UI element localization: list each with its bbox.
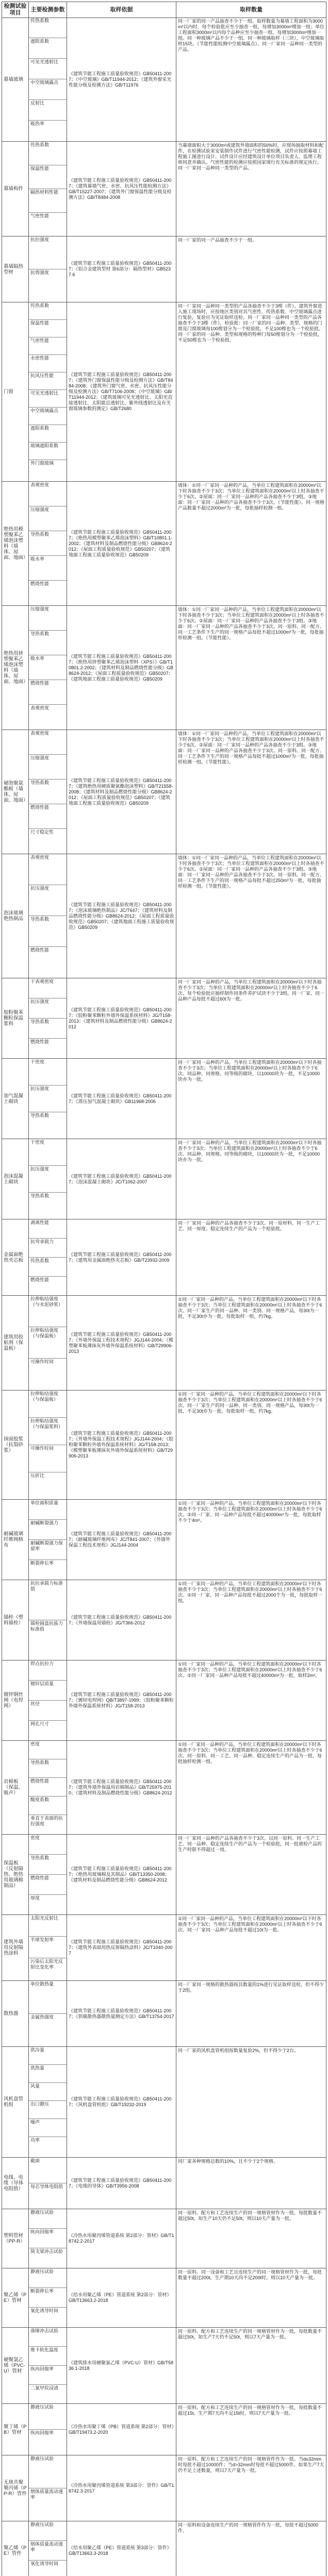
test-parameter: 导热系数 [29,1855,67,1875]
test-parameter: 表观密度 [29,730,67,755]
test-item-name: 硬聚氯乙烯（PVC-U）管材 [2,2328,29,2403]
sampling-quantity: ①同一厂家同一品种的产品，当单位工程建筑面积在20000m²以下时各抽查不少于3次；当单位工程建筑面积在20000m²以上时各抽查不少于6次。同一厂家同一品种产品每批不超过10t为一批。 [178,1916,322,1933]
sampling-quantity: 同一原料、配方和工艺连续生产的同一规格管材作为一批，每批数量不超过50t，如生产10天仍不足50t，则以10天产量为一批。 [178,2210,322,2221]
test-item-name: 泡沫混凝土砌块 [2,1139,29,1219]
table-header [2,2,326,18]
test-parameter: 静液压试验 [29,2521,67,2541]
sampling-standard: 《建筑节能工程施工质量验收规范》GB50411-2007；《建筑幕墙气密、水密、抗风压性能检测方法》GB/T15227-2007；《建筑外门窗保温性能分级及检测方法》GB/T8484-2008 [67,142,176,236]
test-item-name: 电线、电缆（导体电阻值） [2,2158,29,2209]
sampling-quantity: 同一厂家同一品种的产品，当单位工程建筑面积在20000m²以下时各抽查不少于3次；当单位工程建筑面积在20000m²以上时各抽查不少于6次。每个检验批应抽样制作同条件养护试块不少于3组。同一厂家、同一品种产品每批不超过60t为一批。 [178,979,325,1002]
test-parameters [29,1139,67,1219]
test-parameter: 密度 [29,1835,67,1855]
test-parameter: 传热系数 [29,18,67,38]
table-row [2,1580,326,1660]
sampling-quantity: ①同一厂家同一品种的产品，当单位工程建筑面积在20000m²以下时各抽查不少于3次；当单位工程建筑面积在20000m²以上时各抽查不少于6次。同一厂家生产的同一品种、同一类别、同一规格产品，每30t为一批，不足30t亦为一批。每批取样一组，约7kg。 [178,1392,322,1414]
sampling-standard: 《建筑节能工程施工质量验收规范》GB50411-2007；《供暖散热器散热量测定方法》GB/T13754-2017 [67,1981,176,2046]
table-row [2,1139,326,1219]
test-parameter: 表观密度 [29,854,67,885]
test-parameter: 玻璃遮阳系数 [29,443,67,460]
test-parameter: 抗压强度 [29,1086,67,1112]
sampling-quantity: 同一原料、同一设备和工艺且连续生产的同一规格管材作为一批，每批数量不超过200t。生产期10天尚不足200t时，则以10天产量为一批。 [178,2269,322,2280]
test-parameter: 可见光透射比 [29,59,67,79]
test-item-name: 聚乙烯（PE）管件 [2,2521,29,2576]
table-row [2,18,326,142]
test-parameter: 传热系数 [29,142,67,165]
test-parameter: 纵向回缩率 [29,2229,67,2248]
test-parameter: 水密性能 [29,355,67,372]
test-parameter: 吸热率 [30,121,45,126]
test-parameter: 厚度 [30,1895,40,1901]
test-parameters [29,854,67,978]
test-parameter: 金属热强度 [30,2014,54,2020]
test-item-name: 无规共聚聚丙烯（PP-R）管件 [2,2455,29,2521]
sampling-standard: 《冷热水用聚丙烯管道系统 第2部分：管材》GB/T18742.2-2017 [67,2209,176,2268]
table-row [2,1835,326,1915]
test-parameter: 压缩强度 [29,506,67,531]
test-parameter: 镀锌层质量 [29,1681,67,1701]
table-row [2,1219,326,1296]
table-row [2,1915,326,1981]
test-parameters [29,18,67,141]
table-row [2,606,326,730]
sampling-standard: 《建筑节能工程施工质量验收规范》GB50411-2007；《泡沫混凝土砌块》JC/T1062-2007 [67,1139,176,1219]
sampling-quantity: 同厂家各种规格总数的10%，且不少于2个规格。 [178,2159,278,2164]
test-parameter: 燃烧性能 [30,1039,50,1044]
test-parameter: 酸度系数 [29,1797,67,1815]
table-row [2,1391,326,1500]
table-body [2,18,326,2576]
test-item-name: 耐碱玻璃纤维网格布 [2,1500,29,1580]
test-parameter: 噪声 [29,2119,67,2137]
sampling-quantity: ①同一厂家同一品种的产品，当单位工程建筑面积在20000m²以下时各抽查不少于3次；当单位工程建筑面积在20000m²以上时各抽查不少于6次。②同一厂家、同一品种产品每批不超过2000个为一批，每批取样一组。 [178,1581,323,1603]
test-parameter: 熔体质量流动速率 [30,2489,63,2500]
test-parameter: 传热系数 [29,1258,67,1277]
test-parameter: 拉伸粘结强度（与保温板） [29,1391,67,1418]
sampling-standard: 《建筑节能工程施工质量验收规范》GB50411-2007；《绝热用玻璃棉及其制品》GB/T13350-2008；《建筑材料及制品燃烧性能分级》GB8624-2012 [67,1835,176,1914]
sampling-quantity: 同一厂家同一规格的散热器按其数量的1%进行见证取样送检，但不得少于2组。 [178,1982,324,1993]
sampling-standard: 《建筑排水用硬聚氯乙烯（PVC-U）管材》GB/T5836.1-2018 [67,2328,176,2403]
test-parameter: 断裂伸长率 [29,2288,67,2308]
test-item-name: 保温板（反射隔热、绝热用玻璃棉制品） [2,1835,29,1914]
test-parameter: 中空玻璃露点 [29,79,67,100]
test-parameters [29,730,67,854]
test-parameter: 氧化诱导时间 [30,2561,59,2566]
test-parameter: 燃烧性能 [30,1277,50,1282]
test-parameter: 网孔尺寸 [30,1721,50,1726]
test-item-name: 幕墙玻璃 [2,18,29,141]
test-parameter: 可操作时间 [30,1359,54,1364]
sampling-quantity: 同一原料和设备连续生产的同一规格管件作为一批，每批不超过5000件。 [178,2522,319,2533]
sampling-quantity: 同一厂家同一品种的产品，当单位工程建筑面积在20000m²以下时各抽查不少于3次；当单位工程建筑面积在20000m²以上时各抽查不少于6次。同品种、同规格、同等级的砌块，以10000块为一批，不足10000块亦为一批。 [178,1140,322,1162]
test-item-name: 幕墙构件 [2,142,29,236]
test-item-name: 绝热用挤塑聚苯乙烯泡沫塑料（墙体、屋面、地面） [2,606,29,730]
test-parameter: 静液压试验 [29,2209,67,2229]
test-parameter: 截面 [29,2158,67,2183]
test-parameter: 功率 [30,2138,40,2143]
test-item-name: 建筑外墙用反射隔热涂料 [2,1915,29,1980]
sampling-quantity: 同一厂家的同一产品抽查不少于一组。 [178,238,257,243]
test-parameter: 静液压试验 [29,2404,67,2430]
test-parameter: 燃烧性能 [29,804,67,829]
sampling-quantity: ①同一厂家同一品种的产品，当单位工程建筑面积在20000m²以下时各抽查不少于3次；当单位工程建筑面积在20000m²以上时各抽查不少于6次。同一厂家生产的同一品种、同一类别、同一规格产品，每30t为一批，不足30t亦为一批。每批取样一组，约7kg。 [178,1297,322,1319]
test-parameter: 遮阳系数 [29,425,67,443]
table-row [2,236,326,302]
table-row [2,2209,326,2268]
test-parameter: 太阳光反射比 [29,1915,67,1937]
sampling-standard: 《建筑节能工程施工质量验收规范》GB50411-2007；《建筑外表面用热反射隔热涂料》JC/T1040-2007 [67,1915,176,1980]
sampling-quantity: 同一厂家同一品种同一类型的产品各抽查不少于3樘（件）。建筑外窗进入施工现场时，应按地区类别对其气密性、传热系数、中空玻璃露点进行复验，复验应为见证取样送检。同一厂家同一品种同一类型的产品各抽查不少于3樘（件），检验批：同一厂家的同一品种、类型、规格的门窗及门窗玻璃每100樘划分为一个检验批，不足100樘也为一个检验批。同一厂家的同一品种、类型和规格的特种门每50樘划分为一个检验批，不足50樘也为一个检验批。 [178,303,324,343]
table-row [2,854,326,978]
test-parameter: 抗压强度 [29,1166,67,1193]
sampling-standard: 《冷热水用聚丁烯（PB）管道系统 第2部分：管材》GB/T19473.2-2020 [67,2404,176,2455]
test-parameters [29,482,67,605]
sampling-standard: 《建筑节能工程施工质量验收规范》GB50411-2007；《铝合金建筑型材 第6部分：隔热型材》GB5237.6 [67,236,176,302]
test-parameters [29,302,67,481]
test-item-name: 聚丁烯（PB）管材 [2,2404,29,2455]
test-parameter: 吸水率 [29,556,67,581]
test-parameters [29,1296,67,1390]
test-parameters [29,1835,67,1914]
test-parameter: 单位散热量 [29,1981,67,2014]
test-parameter: 尺寸稳定性 [30,829,54,835]
test-item-name: 散热器 [2,1981,29,2046]
test-parameter: 抗风压性能 [29,372,67,390]
sampling-quantity: 同一厂家同一品种的产品各抽查不少于3次。以同一原料、同一生产工艺、同一品种、稳定连续生产的产品为一个检验批，同一批被检产品的生产时限不得超过一周。 [178,1836,322,1852]
sampling-standard: 《给水用聚乙烯（PE）管道系统 第3部分：管件》GB/T13663.3-2018 [67,2521,176,2576]
table-row [2,730,326,854]
test-parameter: 抗压强度 [29,885,67,916]
test-parameter: 导热系数 [29,531,67,556]
table-row [2,1296,326,1391]
test-parameters [29,1059,67,1139]
test-item-name: 镀锌钢丝网（电焊网） [2,1660,29,1740]
test-parameter: 导热系数 [29,1019,67,1039]
sampling-quantity: ①同一厂家同一品种的产品，当单位工程建筑面积在20000m²以下时各抽查不少于3次；当单位工程建筑面积在20000m²以上时各抽查不少于6次。同一原料、同一工艺、同一品种、稳定连续生产的产品为一批，每批抽样检测一组。 [178,1742,322,1764]
test-parameter: 燃烧性能 [29,1778,67,1797]
test-parameter: 抗拉强度 [29,236,67,269]
sampling-standard: 《给水用聚乙烯（PE）管道系统 第2部分：管材》GB/T13663.2-2018 [67,2268,176,2327]
table-row [2,482,326,606]
test-parameter: 密度 [29,1741,67,1759]
test-parameter: 剥离性能 [29,1219,67,1239]
test-parameter: 抗剪强度 [30,270,50,275]
test-parameter: 拉伸粘结强度（与保温浆料） [29,1418,67,1445]
header-item: 检测试验项目 [2,2,29,18]
test-parameter: 垂直于表面的抗拉强度 [30,1816,63,1826]
test-parameter: 熔体质量流动速率 [29,2541,67,2561]
test-parameter: 导热系数 [30,1113,50,1118]
table-row [2,2268,326,2328]
sampling-quantity: 同一原料、配方和工艺连续生产的同一规格管件作为一批。当d≤32mm时每批不超过10000件；当d>32mm时每批不超过5000件。如果生产7天仍不足上述数量，则以7天产量为一批。 [178,2456,324,2473]
test-parameter: 导热系数 [30,1193,50,1198]
sampling-standard: 《建筑节能工程施工质量验收规范》GB50411-2007；《蒸压加气混凝土砌块》GB11968-2006 [67,1059,176,1139]
test-parameter: 干表观密度 [29,978,67,998]
test-parameter: 污染后太阳光反射比变化率 [30,1959,63,1970]
test-parameter: 压折比 [30,1473,45,1478]
sampling-standard: 《建筑节能工程施工质量验收规范》GB50411-2007；《建筑外墙外保温用岩棉制品》GB/T25975-2010；《建筑材料及制品燃烧性能分级》GB8624-2012 [67,1741,176,1834]
test-parameters [29,2521,67,2576]
test-parameter: 气密性能 [29,337,67,355]
test-parameters [29,236,67,302]
test-parameter: 反射比 [29,100,67,121]
sampling-standard: 《建筑节能工程施工质量验收规范》GB50411-2007；《镀锌电焊网》QB/T3897-1999；《胶粉聚苯颗粒外墙外保温系统材料》JG/T158-2013 [67,1660,176,1740]
test-parameter: 拉伸粘结强度（与保温板） [29,1327,67,1359]
test-item-name: 金属面绝热夹芯板 [2,1219,29,1295]
test-item-name: 绝热用模塑聚苯乙烯泡沫塑料（墙体、屋面、地面） [2,482,29,605]
test-parameters [29,1660,67,1740]
test-parameters [29,1741,67,1834]
header-standard: 取样依据 [67,2,176,18]
test-parameter: 导热系数 [29,916,67,947]
test-parameter: 抗拉承载力标准值 [29,1580,67,1620]
sampling-standard: 《建筑节能工程施工质量验收规范》GB50411-2007；《电缆的导体》GB/T3956-2008 [67,2158,176,2209]
test-parameter: 保温性能 [29,320,67,337]
sampling-quantity: ①同一厂家同一品种的产品，当单位工程建筑面积在20000m²以下时各抽查不少于3次；当单位工程建筑面积在20000m²以上时各抽查不少于6次。②同一厂家、同一品种产品每批不超过40000m²为一批，每批取样不少于4m²。 [178,1501,322,1523]
test-parameter: 导热系数 [29,1759,67,1778]
test-parameter: 断裂伸长率 [30,1561,54,1566]
test-parameter: 燃烧性能 [30,581,50,586]
test-parameter: 落锤冲击试验 [29,2328,67,2347]
sampling-standard: 《建筑节能工程施工质量验收规范》GB50411-2007；《风机盘管机组》GB/T19232-2019 [67,2047,176,2157]
test-parameter: 静液压试验 [29,2455,67,2488]
test-parameter: 遮阳系数 [29,38,67,59]
test-parameters [29,2209,67,2268]
test-parameters [29,142,67,236]
sampling-quantity: 同一厂家的风机盘管机组按数量复验2%，但不得少于2台。 [178,2048,299,2053]
test-parameter: 丝径 [29,1701,67,1721]
test-parameters [29,1915,67,1980]
table-row [2,1981,326,2047]
sampling-standard: 《建筑节能工程施工质量验收规范》GB50411-2007；《建筑绝热用硬质聚氨酯泡沫塑料》GB/T21558-2008；《建筑材料及制品燃烧性能分级》GB8624-2012；《屋面工程质量验收规范》GB50207；《建筑地面工程施工质量验收规范》GB50209 [67,730,176,854]
test-parameter: 外门窗玻璃 [30,461,54,466]
test-parameters [29,2455,67,2521]
test-parameter: 导热系数 [29,779,67,804]
test-parameter: 半球发射率 [29,1937,67,1958]
test-parameter: 单位面积质量 [29,1500,67,1520]
sampling-standard: 《建筑节能工程施工质量验收规范》GB50411-2007；《外墙外保温工程技术规程》JGJ144-2004；《胶粉聚苯颗粒外墙外保温系统材料》JG/T158-2013；《模塑聚苯板薄抹灰外墙外保温系统材料》GB/T29906-2013 [67,1391,176,1499]
test-parameter: 静液压试验 [29,2268,67,2288]
test-parameter: 干密度 [29,1059,67,1086]
test-parameter: 风量 [29,2083,67,2101]
sampling-quantity: 同一厂家的同一产品抽查不少于一组。取样数量为幕墙工程面积为3000m²以内时，每个检验批应至少抽查一组，每增加3000m²增加一组；单位工程面积3000m²以内每个品种应至少抽查一组，每增加3000m²增加一组。同一种玻璃产品不少于一组。同一种玻璃取样（三块），中空玻璃取样15块。（节能性能检测中空玻璃露点）。同一厂家同一品种同一类型的产品。 [178,19,325,52]
test-parameters [29,1219,67,1295]
table-row [2,1059,326,1139]
test-parameter: 表观密度 [29,482,67,506]
test-parameters [29,2047,67,2157]
test-item-name: 建筑用胶粘剂（保温板） [2,1296,29,1390]
test-parameter: 拉伸粘结强度（与水泥砂浆） [29,1296,67,1327]
sampling-standard: 《建筑节能工程施工质量验收规范》GB50411-2007；《泡沫玻璃绝热制品》JC/T647；《建筑材料及制品燃烧性能分级》GB8624-2012；《屋面工程质量验收规范》GB50207；《建筑地面工程施工质量验收规范》GB50209 [67,854,176,978]
header-params: 主要检测参数 [29,2,67,18]
test-parameter: 每芯导体电阻值 [30,2184,63,2189]
test-parameters [29,978,67,1058]
sampling-quantity: 当幕墙面积大于3000m²或建筑外墙面积的50%时，应现场抽取材料和配件，在检测试验室安装制作试件进行气密性能检测，试件应按照幕墙工程施工图进行设计。试件设计应经建筑设计单位项目负责人、监理工程师同意并确认。气密性能的检测应按照国家现行有关标准的规定执行。同一厂家同一品种同一类型的产品。 [178,143,324,171]
test-parameter: 燃烧性能 [29,680,67,705]
sampling-quantity: 同一厂家同一品种的产品各抽查不少于3次。同一原材料、同一生产工艺、同一厚度、稳定连续生产的产品为一个检验批。 [178,1221,320,1231]
test-item-name: 抹面胶浆（抗裂砂浆） [2,1391,29,1499]
test-parameter: 维卡软化温度 [29,2347,67,2366]
table-row [2,978,326,1059]
sampling-standard: 《建筑节能工程施工质量验收规范》GB50411-2007；《绝热用挤塑聚苯乙烯泡沫塑料（XPS）》GB/T10801.2-2002；《建筑材料及制品燃烧性能分级》GB8624-2012；《屋面工程质量验收规范》GB50207；《建筑地面工程施工质量验收规范》GB50209 [67,606,176,730]
test-item-name: 门窗 [2,302,29,481]
sampling-standard: 《冷热水用聚丙烯管道系统 第3部分：管件》GB/T18742.3-2017 [67,2455,176,2521]
table-row [2,2521,326,2576]
test-parameters [29,2268,67,2327]
test-item-name: 加气混凝土砌块 [2,1059,29,1139]
test-item-name: 硬泡聚氨酯板（墙体、屋面、地面） [2,730,29,854]
test-parameter: 可操作时间 [29,1445,67,1472]
test-parameter: 导热系数 [29,631,67,655]
test-parameter: 纵向回缩率 [30,2430,54,2435]
test-parameters [29,2158,67,2209]
table-row [2,2404,326,2455]
test-parameter: 供热量 [29,2065,67,2083]
test-parameters [29,2328,67,2403]
sampling-quantity: 墙体：①同一厂家同一品种的产品，当单位工程建筑面积在20000m²以下时各抽查不少于3次；当单位工程建筑面积在20000m²以上时各抽查不少于6次。②屋面：同一厂家同一品种的产品各抽查不少于3组。③地面：同一厂家同一品种的产品各抽查不少于3次。同一原料、同一配方、同一工艺条件下生产的同一规格产品每批不超过1000m³为一批，每批抽样检测一组。（节能性能）。 [178,731,325,765]
test-parameters [29,606,67,730]
test-parameter: 燃烧性能 [29,1875,67,1895]
sampling-quantity: 墙体：①同一厂家同一品种的产品，当单位工程建筑面积在20000m²以下时各抽查不少于3次；当单位工程建筑面积在20000m²以上时各抽查不少于6次。②屋面：同一厂家同一品种的产品各抽查不少于3组。③地面：同一厂家同一品种的产品各抽查不少于3次。同一原料、同一配方、同一工艺条件下生产的同一规格产品每批不超过250m³为一批，每批抽样检测一组。（节能性能）。 [178,855,325,889]
test-item-name: 风机盘管机组 [2,2047,29,2157]
sampling-quantity: 同一原料、配方和工艺连续生产的同一规格管材作为一批，每批数量不超过15t。生产期7天尚不足15t时，则以7天产量为一批。 [178,2405,322,2416]
header-quantity: 取样数量 [240,6,263,13]
test-parameters [29,1981,67,2046]
sampling-standard: 《建筑节能工程施工质量验收规范》GB50411-2007；《胶粉聚苯颗粒外墙外保温系统材料》JG/T158-2013；《建筑材料及制品燃烧性能分级》GB8624-2012 [67,978,176,1058]
test-parameter: 压缩强度 [29,755,67,779]
test-parameters [29,1500,67,1580]
test-item-name: 泡沫玻璃绝热制品 [2,854,29,978]
sampling-quantity: 同一厂家同一品种的产品，当单位工程建筑面积在20000m²以下时各抽查不少于3次；当单位工程建筑面积在20000m²以上时各抽查不少于6次。同品种、同规格、同等级的砌块，以10000块为一批，不足10000块亦为一批。 [178,1060,322,1082]
test-parameter: 简支梁冲击试验 [30,2249,63,2254]
test-parameter: 抗弯承载力 [29,1239,67,1258]
table-row [2,2328,326,2404]
sampling-standard: 《建筑节能工程施工质量验收规范》GB50411-2007；《建筑用金属面绝热夹芯板》GB/T23932-2009 [67,1219,176,1295]
test-item-name: 胶粉聚苯颗粒保温浆料 [2,978,29,1058]
test-parameter: 表观密度 [30,705,50,710]
test-parameter: 气密性能 [30,213,50,218]
test-parameter: 压缩强度 [29,606,67,631]
test-parameter: 出口静压 [29,2101,67,2119]
test-parameter: 氧化诱导时间 [30,2308,59,2313]
test-parameters [29,1580,67,1660]
sampling-quantity: 墙体：①同一厂家同一品种的产品，当单位工程建筑面积在20000m²以下时各抽查不少于3次；当单位工程建筑面积在20000m²以上时各抽查不少于6次。②屋面：同一厂家同一品种的产品各抽查不少于3组。③地面：同一厂家同一品种的产品各抽查不少于3次。同一原料、同一配方、同一工艺条件下生产的同一规格产品每批不超过1000m³为一批，每批抽样检测一组。（节能性能）。 [178,607,325,640]
sampling-quantity: ①同一厂家同一品种的产品，当单位工程建筑面积在20000m²以下时各抽查不少于3次；当单位工程建筑面积在20000m²以上时各抽查不少于6次。②同一厂家同一品种产品每批不超过40000m²为一批，取样2m²。 [178,1662,322,1678]
sampling-table [2,2,326,2576]
table-row [2,1500,326,1580]
table-row [2,142,326,236]
sampling-quantity: 同一原料、配方和工艺连续生产的同一规格管材作为一批，每批数量不超过50t，如生产7天仍不足50t，则以7天产量为一批。 [178,2329,322,2340]
test-item-name: 幕墙隔热型材 [2,236,29,302]
test-parameter: 中空玻璃露点 [29,408,67,425]
table-row [2,302,326,482]
table-row [2,1741,326,1835]
test-item-name: 聚乙烯（PE）管材 [2,2268,29,2327]
test-parameter: 隔热材料性能 [29,189,67,213]
test-parameter: 供冷量 [29,2047,67,2065]
test-parameter: 二氯甲烷浸渍 [30,2385,59,2391]
table-row [2,2455,326,2521]
test-parameter: 干密度 [29,1139,67,1166]
test-parameters [29,2404,67,2455]
test-parameter: 保温性能 [29,165,67,189]
table-row [2,2158,326,2209]
sampling-standard: 《建筑节能工程施工质量验收规范》GB50411-2007；《绝热用模塑聚苯乙烯泡沫塑料》GB/T10801.1-2002；《建筑材料及制品燃烧性能分级》GB8624-2012；《屋面工程质量验收规范》GB50207；《建筑地面工程施工质量验收规范》GB50209 [67,482,176,605]
test-item-name: 锚栓（塑料锚栓） [2,1580,29,1660]
test-parameter: 燃烧性能 [30,947,50,953]
sampling-quantity: 墙体：①同一厂家同一品种的产品，当单位工程建筑面积在20000m²以下时各抽查不少于3次；当单位工程建筑面积在20000m²以上时各抽查不少于6次。②屋面：同一厂家同一品种的产品各抽查不少于3组。③地面：同一厂家同一品种的产品各抽查不少于3次。（节能性能）。同一规格产品数量不超过2000m³为一批，每批抽样检测一组。 [178,483,325,511]
sampling-standard: 《建筑节能工程施工质量验收规范》GB50411-2007；《建筑外门窗保温性能分级及检测方法》GB/T8484-2008；《建筑外门窗气密、水密、抗风压性能分级及检测方法》GB/T7106-2008；《中空玻璃》GB/T11944-2012；《建筑玻璃可见光透射比、太阳光直接透射比、太阳能总透射比、紫外线透射比及有关窗玻璃参数的测定》GB/T2680 [67,302,176,481]
sampling-standard: 《建筑节能工程施工质量验收规范》GB50411-2007；《中空玻璃》GB/T11944-2012；《建筑外窗采光性能分级及检测方法》GB/T11976 [67,18,176,141]
sampling-standard: 《建筑节能工程施工质量验收规范》GB50411-2007；《外墙保温用锚栓》JG/T366-2012 [67,1580,176,1660]
test-parameter: 焊点抗拉力 [29,1660,67,1681]
sampling-standard: 《建筑节能工程施工质量验收规范》GB50411-2007；《外墙外保温工程技术规程》JGJ144-2004；《模塑聚苯板薄抹灰外墙外保温系统材料》GB/T29906-2013 [67,1296,176,1390]
test-parameter: 吸水率 [29,655,67,680]
test-parameter: 锚栓圆盘抗拔力标准值 [30,1621,63,1632]
test-parameters [29,1391,67,1499]
test-parameter: 抗压强度 [29,998,67,1019]
test-item-name: 岩棉板（保温、吸声） [2,1741,29,1834]
test-item-name: 塑料管材（PP-R） [2,2209,29,2268]
test-parameter: 可见光透射比 [29,390,67,408]
test-parameter: 传热系数 [29,302,67,320]
test-parameter: 纵向回缩率 [29,2366,67,2385]
table-row [2,2047,326,2158]
table-row [2,1660,326,1741]
test-parameter: 耐碱断裂强力保留率 [29,1540,67,1560]
sampling-standard: 《建筑节能工程施工质量验收规范》GB50411-2007；《耐碱玻璃纤维网布》JC/T841-2007；《外墙外保温工程技术规程》JGJ144-2004 [67,1500,176,1580]
test-parameter: 耐碱断裂强力 [29,1520,67,1540]
